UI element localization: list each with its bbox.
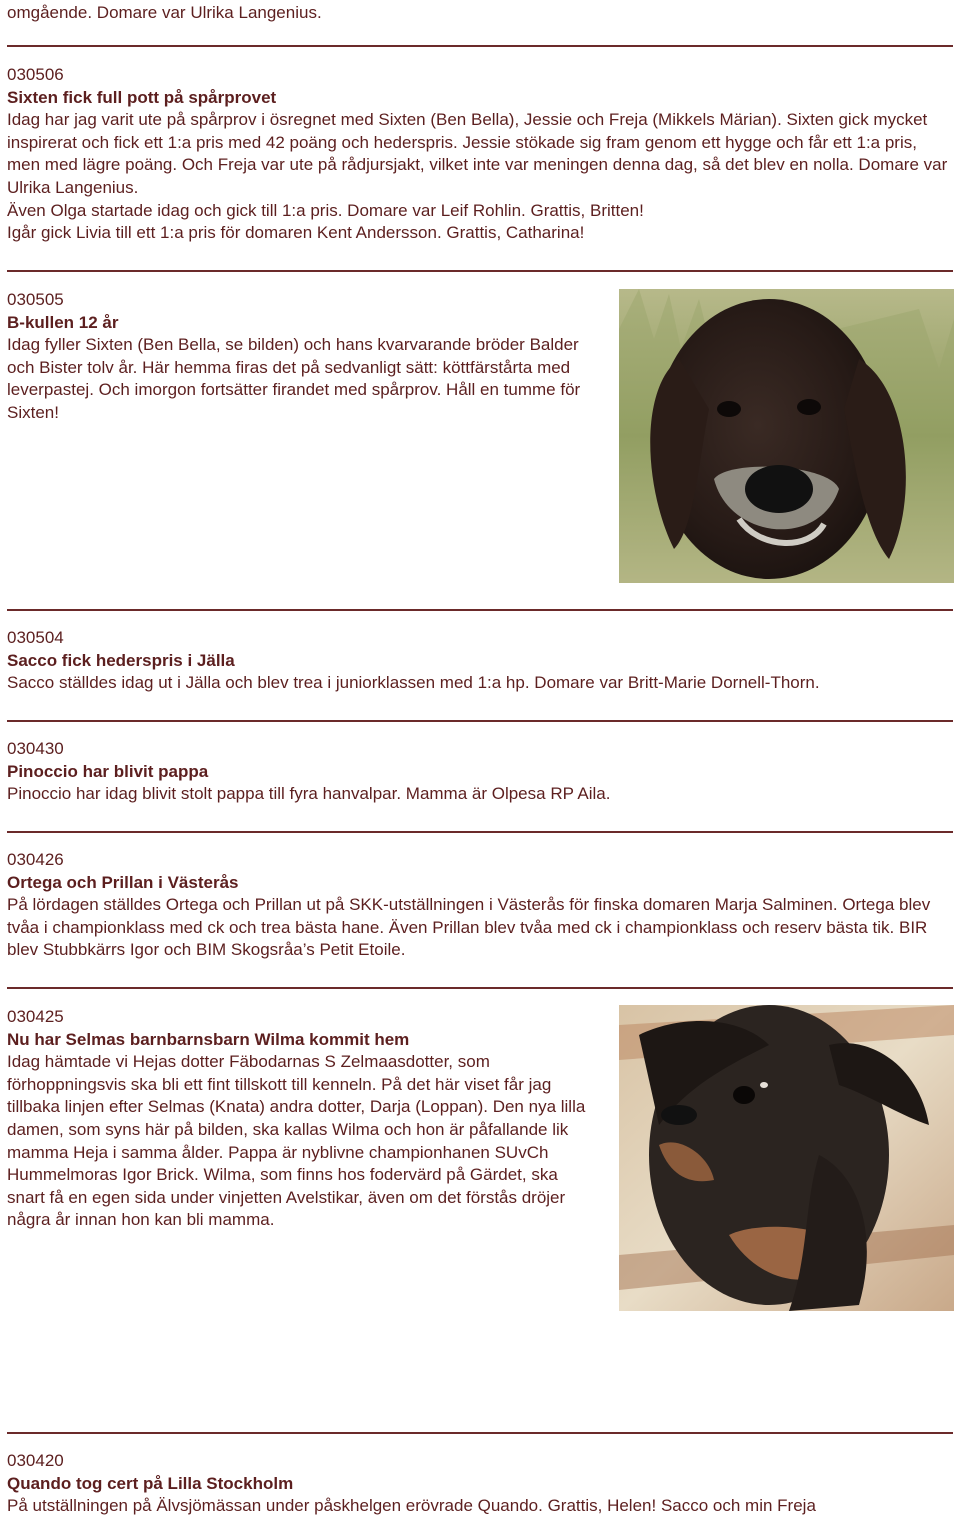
entry-title: Sixten fick full pott på spårprovet bbox=[7, 87, 277, 107]
entry-date: 030425 bbox=[7, 1007, 64, 1026]
entry-paragraph: Sacco ställdes idag ut i Jälla och blev trea i juniorklassen med 1:a hp. Domare var Britt-Marie Dornell-Thorn. bbox=[7, 673, 820, 693]
dog-photo-sixten bbox=[619, 289, 954, 583]
puppy-photo-icon bbox=[619, 1005, 954, 1311]
entry-date: 030504 bbox=[7, 628, 64, 647]
entry-paragraph: Idag har jag varit ute på spårprov i ösregnet med Sixten (Ben Bella), Jessie och Freja (Mikkels Märian). Sixten gick mycket inspirerat och fick ett 1:a pris med 42 poäng och hederspris. Jessie stökade sig fram genom ett hygge och får ett 1:a pris, men med lägre poäng. Och Freja var ute på rådjursjakt, vilket inte var meningen denna dag, så det blev en nolla. Domare var Ulrika Langenius. bbox=[7, 110, 948, 197]
news-entry bbox=[7, 849, 953, 962]
news-entry bbox=[7, 1450, 953, 1518]
entry-title: B-kullen 12 år bbox=[7, 312, 119, 332]
divider bbox=[7, 987, 953, 989]
entry-title: Sacco fick hederspris i Jälla bbox=[7, 650, 235, 670]
divider bbox=[7, 609, 953, 611]
entry-paragraph: Idag hämtade vi Hejas dotter Fäbodarnas S Zelmaasdotter, som förhoppningsvis ska bli ett fint tillskott till kenneln. På det här viset får jag tillbaka linjen efter Selmas (Knata) andra dotter, Darja (Loppan). Den nya lilla damen, som syns här på bilden, ska kallas Wilma och hon är påfallande lik mamma Heja i samma ålder. Pappa är nyblivne championhanen SUvCh Hummelmoras Igor Brick. Wilma, som finns hos fodervärd på Gärdet, ska snart få en egen sida under vinjetten Avelstikar, även om det förstås dröjer några år innan hon kan bli mamma. bbox=[7, 1052, 586, 1230]
entry-date: 030506 bbox=[7, 65, 64, 84]
entry-date: 030505 bbox=[7, 290, 64, 309]
entry-title: Pinoccio har blivit pappa bbox=[7, 761, 209, 781]
entry-paragraph: Idag fyller Sixten (Ben Bella, se bilden) och hans kvarvarande bröder Balder och Bister tolv år. Här hemma firas det på sedvanligt sätt: köttfärstårta med leverpastej. Och imorgon fortsätter firandet med spårprov. Håll en tumme för Sixten! bbox=[7, 335, 581, 422]
entry-date: 030420 bbox=[7, 1451, 64, 1470]
entry-paragraph: På lördagen ställdes Ortega och Prillan ut på SKK-utställningen i Västerås för finska domaren Marja Salminen. Ortega blev tvåa i championklass med ck och trea bästa hane. Även Prillan blev tvåa med ck i championklass och reserv bästa tik. BIR blev Stubbkärrs Igor och BIM Skogsråa’s Petit Etoile. bbox=[7, 895, 931, 960]
divider bbox=[7, 720, 953, 722]
entry-title: Quando tog cert på Lilla Stockholm bbox=[7, 1473, 294, 1493]
news-entry bbox=[7, 627, 953, 695]
puppy-photo-wilma bbox=[619, 1005, 954, 1311]
entry-title: Ortega och Prillan i Västerås bbox=[7, 872, 239, 892]
news-entry bbox=[7, 64, 953, 245]
entry-date: 030426 bbox=[7, 850, 64, 869]
lead-text: omgående. Domare var Ulrika Langenius. bbox=[7, 3, 322, 22]
divider bbox=[7, 831, 953, 833]
divider bbox=[7, 270, 953, 272]
entry-paragraph: Även Olga startade idag och gick till 1:a pris. Domare var Leif Rohlin. Grattis, Britten! bbox=[7, 200, 644, 220]
entry-paragraph: På utställningen på Älvsjömässan under påskhelgen erövrade Quando. Grattis, Helen! Sacco och min Freja bbox=[7, 1496, 816, 1516]
entry-title: Nu har Selmas barnbarnsbarn Wilma kommit hem bbox=[7, 1029, 410, 1049]
entry-paragraph: Igår gick Livia till ett 1:a pris för domaren Kent Andersson. Grattis, Catharina! bbox=[7, 223, 585, 243]
news-entry bbox=[7, 738, 953, 806]
entry-date: 030430 bbox=[7, 739, 64, 758]
divider bbox=[7, 1432, 953, 1434]
entry-paragraph: Pinoccio har idag blivit stolt pappa till fyra hanvalpar. Mamma är Olpesa RP Aila. bbox=[7, 784, 611, 804]
dog-photo-icon bbox=[619, 289, 954, 583]
divider bbox=[7, 45, 953, 47]
